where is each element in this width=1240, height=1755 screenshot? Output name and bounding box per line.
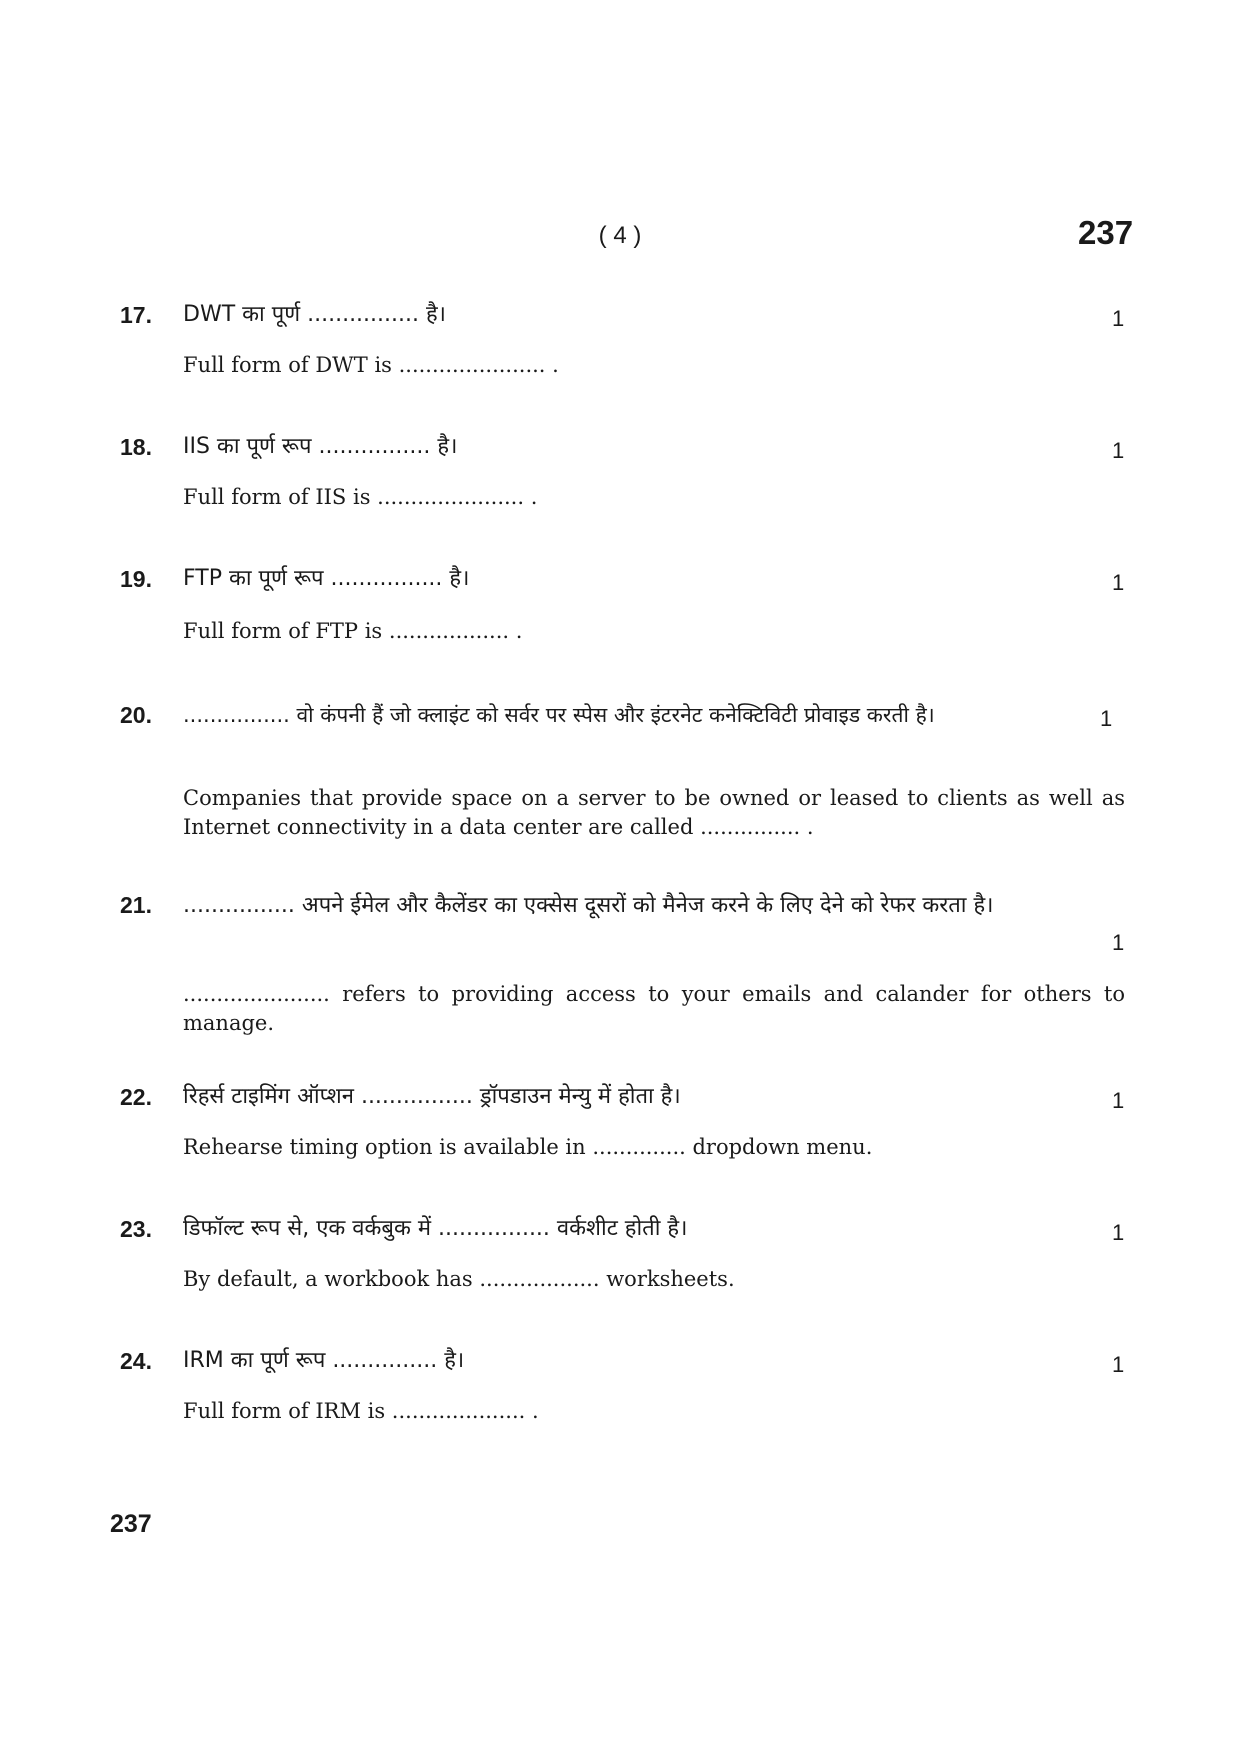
question-hindi: FTP का पूर्ण रूप ................ है। [183, 566, 470, 591]
question-hindi: IRM का पूर्ण रूप ............... है। [183, 1348, 465, 1373]
question-hindi: डिफॉल्ट रूप से, एक वर्कबुक में ................ वर्कशीट होती है। [183, 1216, 688, 1241]
question-english: Rehearse timing option is available in .............. dropdown menu. [183, 1135, 873, 1159]
question-hindi: DWT का पूर्ण ................ है। [183, 302, 447, 327]
question-marks: 1 [1112, 306, 1125, 331]
question-english: Full form of IIS is ...................... . [183, 485, 538, 509]
question-number: 23. [120, 1216, 152, 1242]
question-marks: 1 [1112, 1220, 1125, 1245]
question-english: Full form of DWT is ...................... . [183, 353, 559, 377]
question-marks: 1 [1112, 930, 1125, 955]
question-marks: 1 [1112, 570, 1125, 595]
question-english: Companies that provide space on a server to be owned or leased to clients as well as Internet connectivity in a data center are called ............... . [183, 786, 1125, 839]
question-marks: 1 [1112, 1088, 1125, 1113]
question-number: 19. [120, 566, 152, 592]
question-english: Full form of FTP is .................. . [183, 619, 523, 643]
question-english: Full form of IRM is .................... . [183, 1399, 539, 1423]
question-marks: 1 [1112, 1352, 1125, 1377]
question-number: 18. [120, 434, 152, 460]
question-number: 21. [120, 892, 152, 918]
question-english: ...................... refers to providing access to your emails and calander for others to manage. [183, 982, 1125, 1035]
question-hindi: ................ वो कंपनी हैं जो क्लाइंट को सर्वर पर स्पेस और इंटरनेट कनेक्टिविटी प्रोवाइड करती है। [183, 703, 935, 727]
paper-code-bottom: 237 [110, 1510, 152, 1538]
question-number: 24. [120, 1348, 152, 1374]
question-hindi: ................ अपने ईमेल और कैलेंडर का एक्सेस दूसरों को मैनेज करने के लिए देने को रेफर करता है। [183, 893, 994, 918]
question-english: By default, a workbook has .................. worksheets. [183, 1267, 735, 1291]
question-number: 20. [120, 702, 152, 728]
page-number: ( 4 ) [598, 222, 642, 249]
question-marks: 1 [1112, 438, 1125, 463]
question-marks: 1 [1100, 706, 1113, 731]
question-hindi: रिहर्स टाइमिंग ऑप्शन ................ ड्रॉपडाउन मेन्यु में होता है। [183, 1084, 681, 1109]
question-number: 22. [120, 1084, 152, 1110]
question-hindi: IIS का पूर्ण रूप ................ है। [183, 434, 458, 459]
question-number: 17. [120, 302, 152, 328]
paper-code-top: 237 [1078, 214, 1134, 251]
